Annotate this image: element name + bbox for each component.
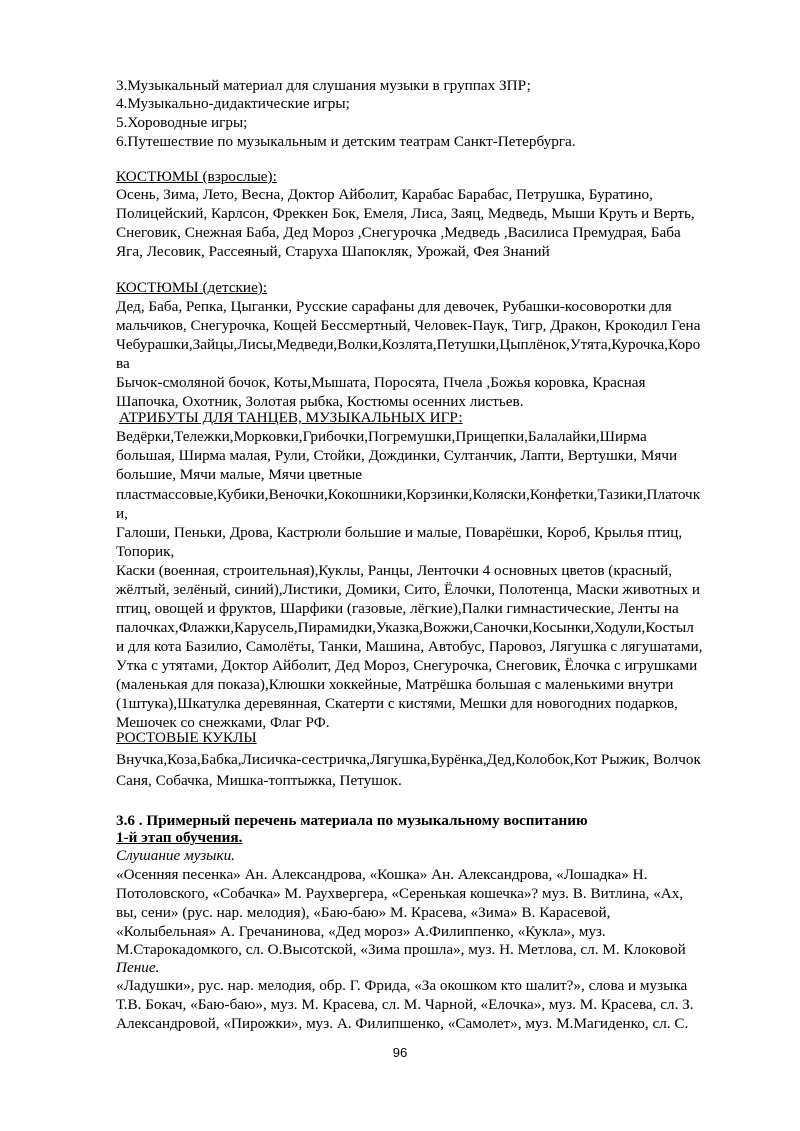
text-line: «Осенняя песенка» Ан. Александрова, «Кошка» Ан. Александрова, «Лошадка» Н.	[116, 866, 648, 883]
list-item: 5.Хороводные игры;	[116, 114, 248, 131]
text-line: Осень, Зима, Лето, Весна, Доктор Айболит, Карабас Барабас, Петрушка, Буратино,	[116, 186, 653, 203]
text-line: «Ладушки», рус. нар. мелодия, обр. Г. Фрида, «За окошком кто шалит?», слова и музыка	[116, 977, 688, 994]
text-line: «Колыбельная» А. Гречанинова, «Дед мороз» А.Филиппенко, «Кукла», муз.	[116, 923, 606, 940]
list-item: 3.Музыкальный материал для слушания музыки в группах ЗПР;	[116, 77, 531, 94]
text-line: Чебурашки,Зайцы,Лисы,Медведи,Волки,Козлята,Петушки,Цыплёнок,Утята,Курочка,Коро	[116, 336, 701, 353]
section-title: 3.6 . Примерный перечень материала по музыкальному воспитанию	[116, 812, 588, 829]
text-line: вы, сени» (рус. нар. мелодия), «Баю-баю» М. Красева, «Зима» В. Карасевой,	[116, 904, 611, 921]
adult-costumes-heading: КОСТЮМЫ (взрослые):	[116, 168, 277, 185]
text-line: и для кота Базилио, Самолёты, Танки, Машина, Автобус, Паровоз, Лягушка с лягушатами,	[116, 638, 703, 655]
text-line: Мешочек со снежками, Флаг РФ.	[116, 714, 330, 731]
text-line: Бычок-смоляной бочок, Коты,Мышата, Поросята, Пчела ,Божья коровка, Красная	[116, 374, 646, 391]
text-line: палочках,Флажки,Карусель,Пирамидки,Указка,Вожжи,Саночки,Косынки,Ходули,Костыл	[116, 619, 694, 636]
text-line: ва	[116, 355, 130, 372]
text-line: большая, Ширма малая, Рули, Стойки, Дождинки, Султанчик, Лапти, Вертушки, Мячи	[116, 447, 678, 464]
stage-heading: 1-й этап обучения.	[116, 829, 243, 846]
text-line: М.Старокадомкого, сл. О.Высотской, «Зима прошла», муз. Н. Метлова, сл. М. Клоковой	[116, 941, 686, 958]
text-line: жёлтый, зелёный, синий),Листики, Домики, Сито, Ёлочки, Полотенца, Маски животных и	[116, 581, 700, 598]
text-line: Топорик,	[116, 543, 175, 560]
text-line: Т.В. Бокач, «Баю-баю», муз. М. Красева, сл. М. Чарной, «Елочка», муз. М. Красева, сл. З.	[116, 996, 694, 1013]
text-line: большие, Мячи малые, Мячи цветные	[116, 466, 363, 483]
listening-label: Слушание музыки.	[116, 847, 235, 864]
text-line: Каски (военная, строительная),Куклы, Ранцы, Ленточки 4 основных цветов (красный,	[116, 562, 673, 579]
text-line: пластмассовые,Кубики,Веночки,Кокошники,Корзинки,Коляски,Конфетки,Тазики,Платочк	[116, 486, 701, 503]
text-line: мальчиков, Снегурочка, Кощей Бессмертный, Человек-Паук, Тигр, Дракон, Крокодил Гена	[116, 317, 701, 334]
puppets-heading: РОСТОВЫЕ КУКЛЫ	[116, 729, 257, 746]
text-line: Снеговик, Снежная Баба, Дед Мороз ,Снегурочка ,Медведь ,Василиса Премудрая, Баба	[116, 224, 681, 241]
text-line: Потоловского, «Собачка» М. Раухвергера, «Серенькая кошечка»? муз. В. Витлина, «Ах,	[116, 885, 684, 902]
text-line: Яга, Лесовик, Рассеяный, Старуха Шапокляк, Урожай, Фея Знаний	[116, 243, 550, 260]
page-number: 96	[392, 1045, 408, 1060]
list-item: 4.Музыкально-дидактические игры;	[116, 95, 350, 112]
text-line: Дед, Баба, Репка, Цыганки, Русские сарафаны для девочек, Рубашки-косоворотки для	[116, 298, 672, 315]
text-line: Галоши, Пеньки, Дрова, Кастрюли большие и малые, Поварёшки, Короб, Крылья птиц,	[116, 524, 683, 541]
text-line: (1штука),Шкатулка деревянная, Скатерти с кистями, Мешки для новогодних подарков,	[116, 695, 678, 712]
attributes-heading: АТРИБУТЫ ДЛЯ ТАНЦЕВ, МУЗЫКАЛЬНЫХ ИГР:	[119, 409, 463, 426]
text-line: Полицейский, Карлсон, Фреккен Бок, Емеля, Лиса, Заяц, Медведь, Мыши Круть и Верть,	[116, 205, 695, 222]
text-line: Ведёрки,Тележки,Морковки,Грибочки,Погремушки,Прищепки,Балалайки,Ширма	[116, 428, 647, 445]
singing-label: Пение.	[116, 959, 160, 976]
child-costumes-heading: КОСТЮМЫ (детские):	[116, 279, 268, 296]
text-line: Саня, Собачка, Мишка-топтыжка, Петушок.	[116, 772, 402, 789]
text-line: птиц, овощей и фруктов, Шарфики (газовые, лёгкие),Палки гимнастические, Ленты на	[116, 600, 679, 617]
text-line: Александровой, «Пирожки», муз. А. Филипшенко, «Самолет», муз. М.Магиденко, сл. С.	[116, 1015, 689, 1032]
text-line: Утка с утятами, Доктор Айболит, Дед Мороз, Снегурочка, Снеговик, Ёлочка с игрушками	[116, 657, 698, 674]
text-line: Внучка,Коза,Бабка,Лисичка-сестричка,Лягушка,Бурёнка,Дед,Колобок,Кот Рыжик, Волчок	[116, 751, 701, 768]
text-line: и,	[116, 505, 128, 522]
text-line: Шапочка, Охотник, Золотая рыбка, Костюмы осенних листьев.	[116, 393, 524, 410]
text-line: (маленькая для показа),Клюшки хоккейные, Матрёшка большая с маленькими внутри	[116, 676, 674, 693]
list-item: 6.Путешествие по музыкальным и детским театрам Санкт-Петербурга.	[116, 133, 576, 150]
